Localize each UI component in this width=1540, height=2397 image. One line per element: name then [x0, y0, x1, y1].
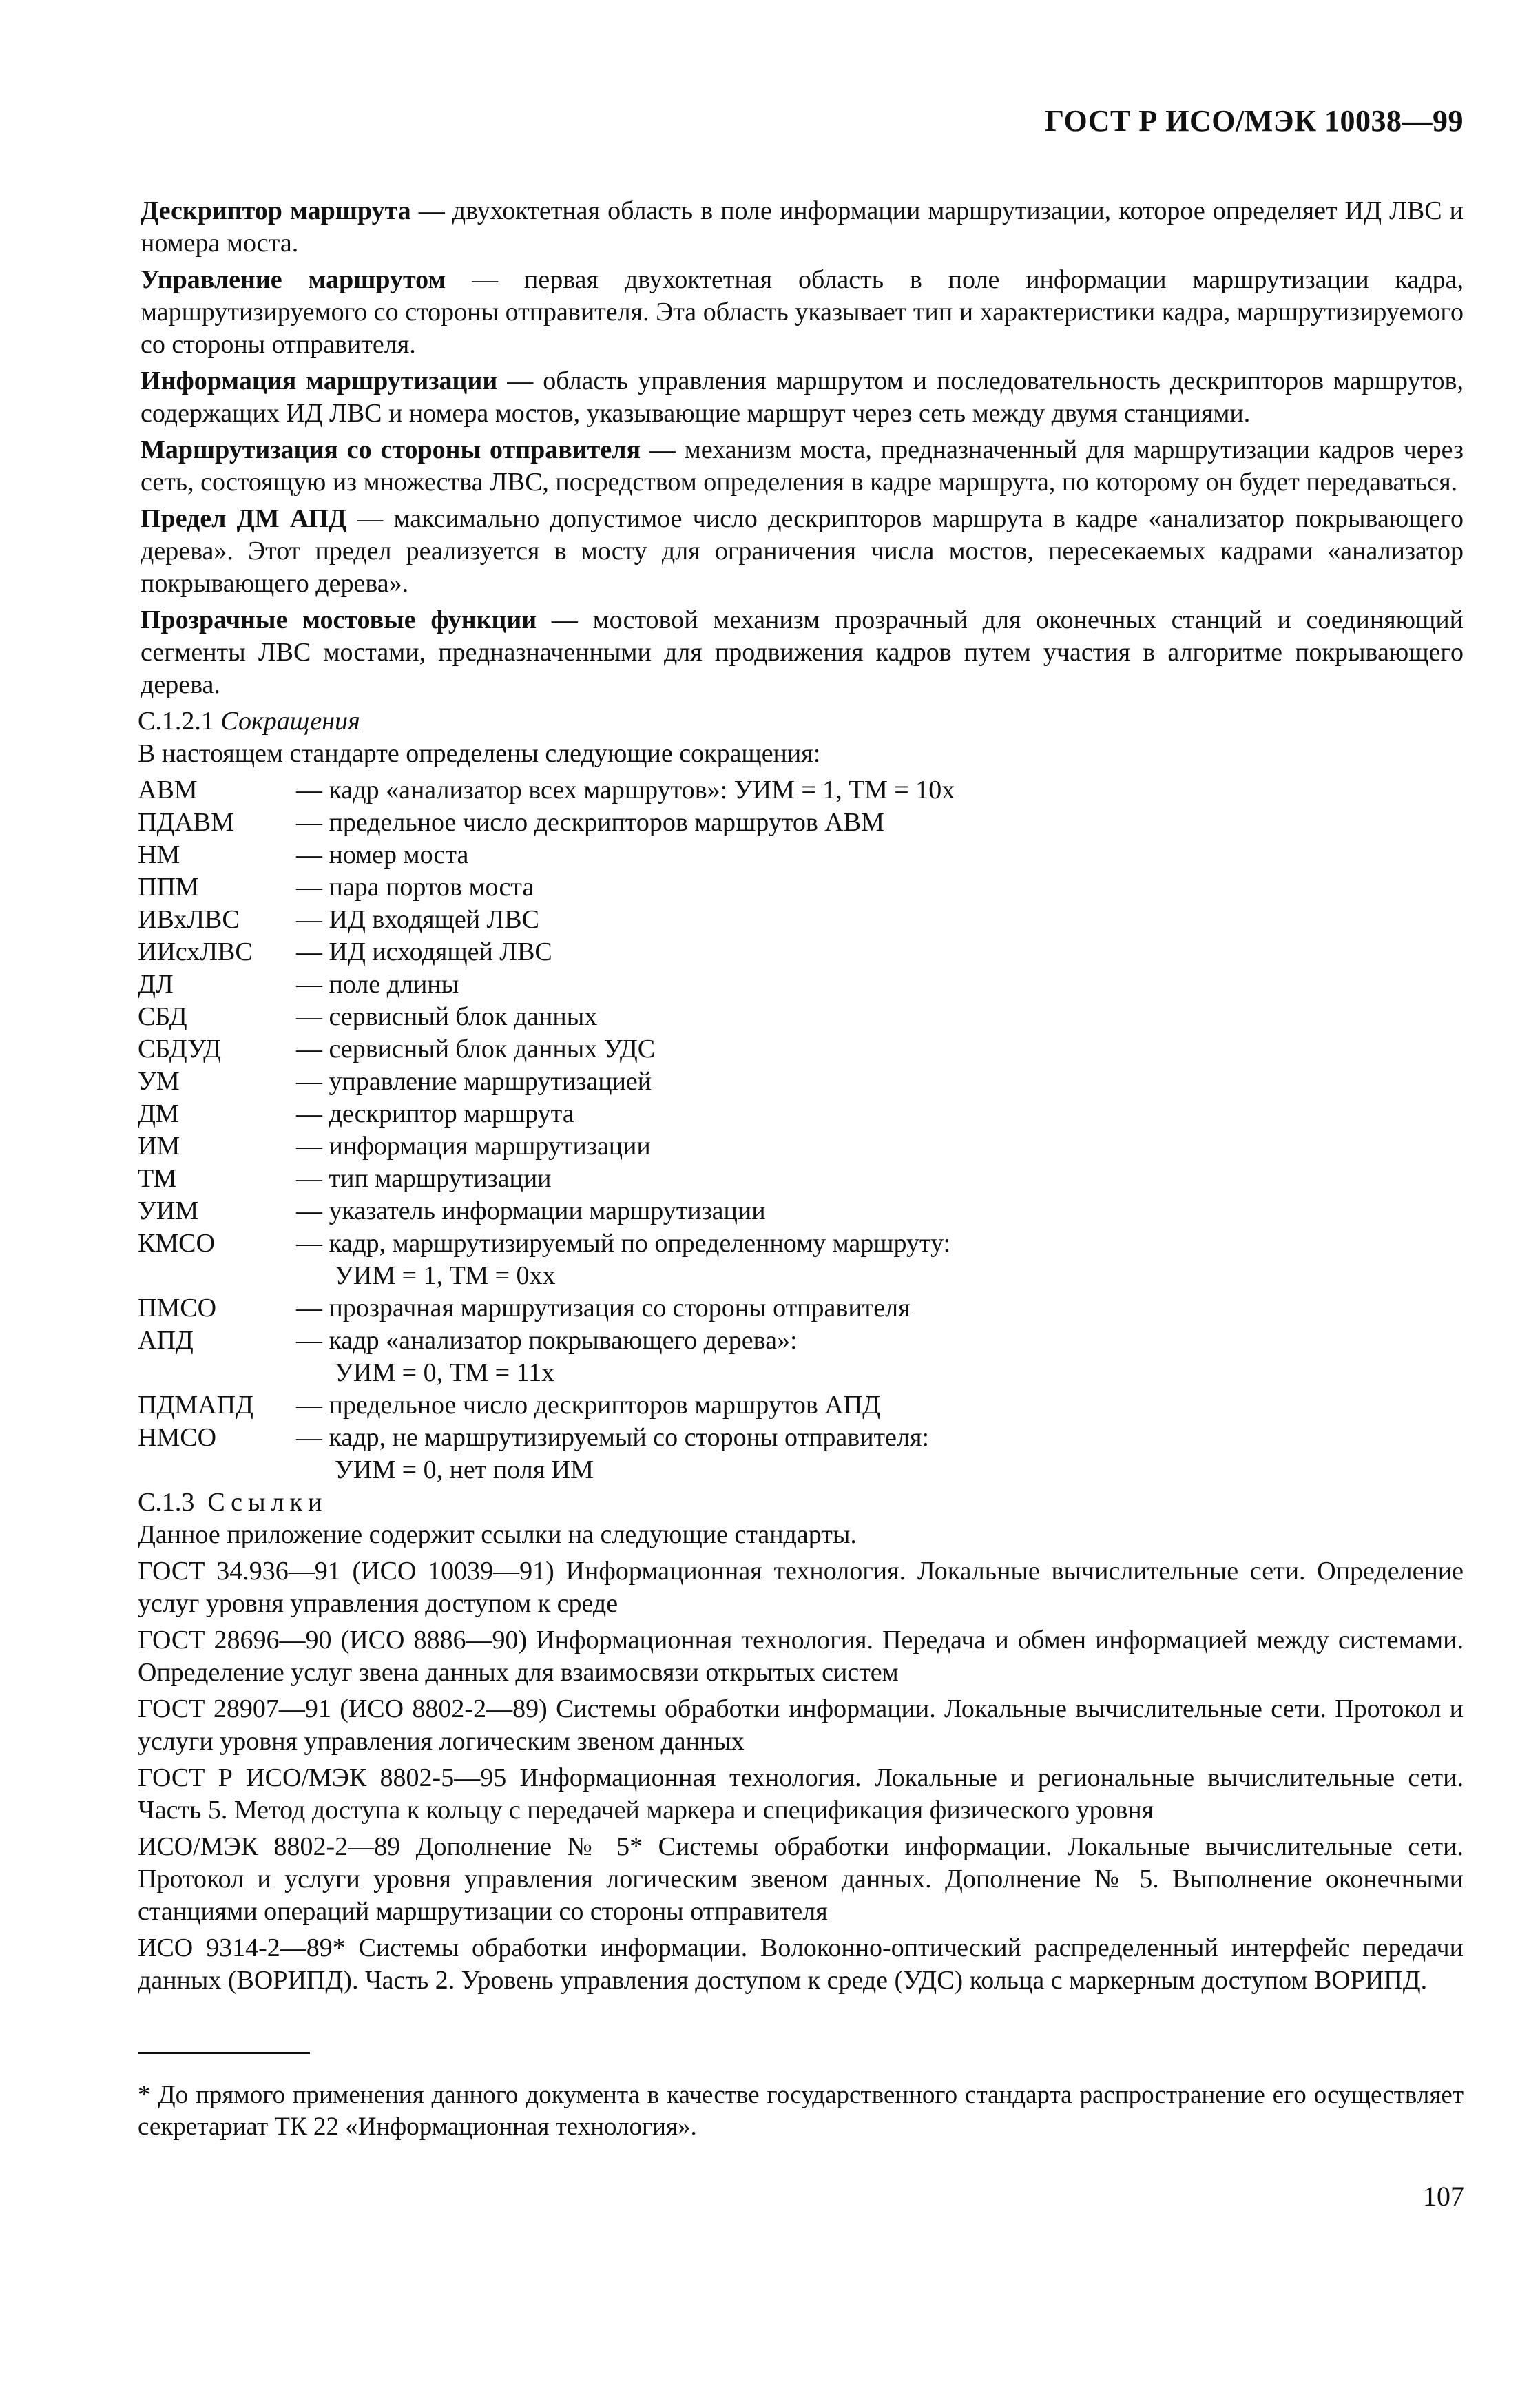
abbreviation-term: ИВхЛВС	[138, 905, 240, 934]
definition-paragraph	[138, 604, 1464, 701]
abbreviations-intro: В настоящем стандарте определены следующие сокращения:	[138, 739, 821, 768]
abbreviation-description: — указатель информации маршрутизации	[296, 1196, 766, 1225]
footnote: * До прямого применения данного документа в качестве государственного стандарта распространение его осуществляет секретариат ТК 22 «Информационная технология».	[138, 2081, 1464, 2141]
references-list	[138, 1519, 1464, 1997]
abbreviation-description: — кадр, маршрутизируемый по определенному маршруту:	[296, 1229, 951, 1258]
definition-paragraph	[138, 365, 1464, 430]
section-number: С.1.2.1	[138, 707, 214, 736]
abbreviation-term: ИИсхЛВС	[138, 937, 253, 966]
definition-term: Маршрутизация со стороны отправителя	[141, 435, 641, 464]
abbreviation-description: — сервисный блок данных УДС	[296, 1035, 656, 1063]
definitions-list	[138, 195, 1464, 701]
definition-text: — область управления маршрутом и последовательность дескрипторов маршрутов, содержащих ИД ЛВС и номера мостов, указывающие маршрут через сеть между двумя станциями.	[141, 366, 1464, 428]
definition-term: Дескриптор маршрута	[141, 196, 411, 225]
abbreviation-term: НМСО	[138, 1423, 217, 1452]
definition-text: — максимально допустимое число дескрипторов маршрута в кадре «анализатор покрывающего дерева». Этот предел реализуется в мосту для ограничения числа мостов, пересекаемых кадрами «анализатор покрывающего дерева».	[141, 504, 1464, 598]
abbreviation-term: ТМ	[138, 1164, 177, 1193]
abbreviation-description: — кадр, не маршрутизируемый со стороны отправителя:	[296, 1423, 930, 1452]
abbreviation-term: ПДАВМ	[138, 808, 234, 837]
abbreviation-description-continuation: УИМ = 0, нет поля ИМ	[335, 1455, 594, 1484]
abbreviation-description: — управление маршрутизацией	[296, 1067, 652, 1096]
document-header	[138, 103, 1464, 138]
abbreviation-description: — кадр «анализатор покрывающего дерева»:	[296, 1326, 798, 1355]
definition-paragraph	[138, 503, 1464, 600]
abbreviation-description: — пара портов моста	[296, 873, 534, 902]
abbreviation-term: СБД	[138, 1002, 187, 1031]
abbreviation-description-continuation: УИМ = 1, ТМ = 0хх	[335, 1261, 556, 1290]
abbreviation-description: — предельное число дескрипторов маршрутов АПД	[296, 1391, 881, 1420]
abbreviation-description: — ИД входящей ЛВС	[296, 905, 540, 934]
section-title: Ссылки	[207, 1488, 328, 1517]
footnote-divider	[138, 2052, 310, 2054]
abbreviation-description: — информация маршрутизации	[296, 1132, 651, 1161]
definition-term: Информация маршрутизации	[141, 366, 498, 395]
abbreviation-term: ДЛ	[138, 970, 174, 999]
reference-item: ГОСТ 34.936—91 (ИСО 10039—91) Информационная технология. Локальные вычислительные сети. Определение услуг уровня управления доступом к среде	[138, 1557, 1464, 1618]
reference-item: ГОСТ 28696—90 (ИСО 8886—90) Информационная технология. Передача и обмен информацией между системами. Определение услуг звена данных для взаимосвязи открытых систем	[138, 1626, 1464, 1687]
abbreviation-term: ИМ	[138, 1132, 180, 1161]
abbreviation-description: — дескриптор маршрута	[296, 1099, 574, 1128]
abbreviation-term-continuation	[138, 1454, 296, 1486]
abbreviation-term-continuation	[138, 1357, 296, 1389]
abbreviation-description: — прозрачная маршрутизация со стороны отправителя	[296, 1294, 911, 1322]
definition-paragraph	[138, 434, 1464, 499]
reference-item: ИСО/МЭК 8802-2—89 Дополнение № 5* Системы обработки информации. Локальные вычислительные сети. Протокол и услуги уровня управления логическим звеном данных. Дополнение № 5. Выполнение оконечными станциями операций маршрутизации со стороны отправителя	[138, 1832, 1464, 1926]
abbreviation-term-continuation	[138, 1260, 296, 1292]
abbreviation-term: ПМСО	[138, 1294, 217, 1322]
abbreviation-description: — ИД исходящей ЛВС	[296, 937, 552, 966]
definition-term: Прозрачные мостовые функции	[141, 605, 537, 634]
abbreviation-description: — предельное число дескрипторов маршрутов АВМ	[296, 808, 884, 837]
abbreviation-description-continuation: УИМ = 0, ТМ = 11х	[335, 1358, 555, 1387]
abbreviation-term: СБДУД	[138, 1035, 222, 1063]
abbreviation-term: УМ	[138, 1067, 180, 1096]
document-body	[138, 195, 1464, 2143]
reference-item: ИСО 9314-2—89* Системы обработки информации. Волоконно-оптический распределенный интерфейс передачи данных (ВОРИПД). Часть 2. Уровень управления доступом к среде (УДС) кольца с маркерным доступом ВОРИПД.	[138, 1933, 1464, 1995]
header-title: ГОСТ Р ИСО/МЭК 10038—99	[1045, 104, 1464, 138]
abbreviation-term: ДМ	[138, 1099, 179, 1128]
abbreviations-heading	[138, 705, 1464, 738]
abbreviation-term: НМ	[138, 840, 180, 869]
section-number: С.1.3	[138, 1488, 195, 1517]
definition-text: — первая двухоктетная область в поле информации маршрутизации кадра, маршрутизируемого со стороны отправителя. Эта область указывает тип и характеристики кадра, маршрутизируемого со стороны отправителя.	[141, 265, 1464, 359]
abbreviation-term: ППМ	[138, 873, 199, 902]
references-heading	[138, 1486, 1464, 1519]
document-page	[138, 103, 1464, 2168]
abbreviation-description: — кадр «анализатор всех маршрутов»: УИМ = 1, ТМ = 10х	[296, 776, 955, 805]
abbreviation-term: КМСО	[138, 1229, 215, 1258]
definition-text: — двухоктетная область в поле информации маршрутизации, которое определяет ИД ЛВС и номера моста.	[141, 196, 1464, 258]
abbreviation-term: ПДМАПД	[138, 1391, 253, 1420]
definition-text: — мостовой механизм прозрачный для оконечных станций и соединяющий сегменты ЛВС мостами, предназначенными для продвижения кадров путем участия в алгоритме покрывающего дерева.	[141, 605, 1464, 699]
definition-paragraph	[138, 264, 1464, 361]
page-number: 107	[1423, 2181, 1464, 2212]
abbreviation-description: — сервисный блок данных	[296, 1002, 598, 1031]
section-title: Сокращения	[220, 707, 360, 736]
definition-text: — механизм моста, предназначенный для маршрутизации кадров через сеть, состоящую из множества ЛВС, посредством определения в кадре маршрута, по которому он будет передаваться.	[141, 435, 1464, 497]
definition-term: Управление маршрутом	[141, 265, 446, 294]
reference-item: ГОСТ Р ИСО/МЭК 8802-5—95 Информационная технология. Локальные и региональные вычислительные сети. Часть 5. Метод доступа к кольцу с передачей маркера и спецификация физического уровня	[138, 1763, 1464, 1825]
abbreviation-description: — тип маршрутизации	[296, 1164, 552, 1193]
abbreviations-table	[138, 774, 1464, 1486]
definition-paragraph	[138, 195, 1464, 260]
abbreviation-term: УИМ	[138, 1196, 199, 1225]
abbreviation-description: — номер моста	[296, 840, 469, 869]
abbreviation-description: — поле длины	[296, 970, 459, 999]
reference-item: ГОСТ 28907—91 (ИСО 8802-2—89) Системы обработки информации. Локальные вычислительные сети. Протокол и услуги уровня управления логическим звеном данных	[138, 1694, 1464, 1756]
abbreviation-term: АПД	[138, 1326, 194, 1355]
definition-term: Предел ДМ АПД	[141, 504, 347, 533]
references-intro: Данное приложение содержит ссылки на следующие стандарты.	[138, 1520, 857, 1549]
abbreviation-term: АВМ	[138, 776, 198, 805]
